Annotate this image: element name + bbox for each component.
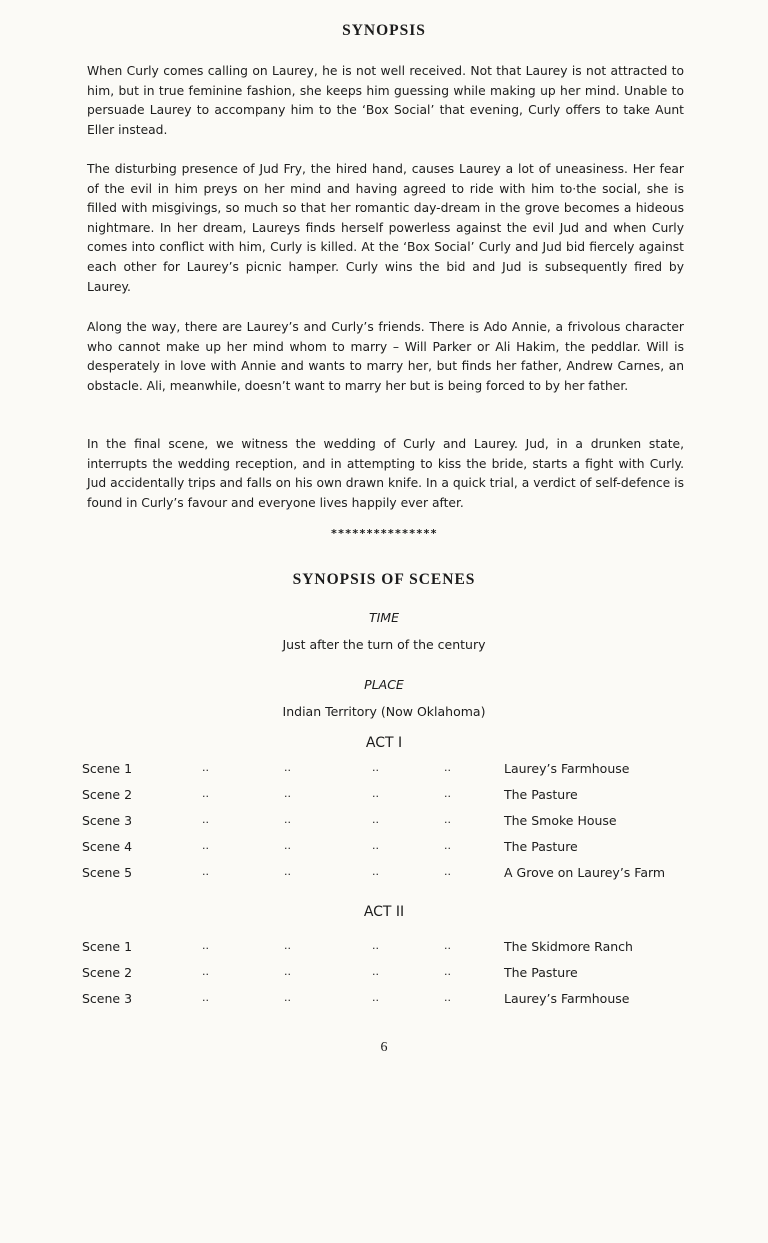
scene-row xyxy=(82,865,702,885)
leader-dots: .. xyxy=(284,813,291,826)
scene-row xyxy=(82,991,702,1011)
synopsis-paragraph-1: When Curly comes calling on Laurey, he is not well received. Not that Laurey is not attracted to him, but in true feminine fashion, she keeps him guessing while making up her mind. Unable to persuade Laurey to accompany him to the ‘Box Social’ that evening, Curly offers to take Aunt Eller instead. xyxy=(87,64,684,137)
leader-dots: .. xyxy=(202,761,209,774)
time-value: Just after the turn of the century xyxy=(282,637,486,652)
leader-dots: .. xyxy=(444,865,451,878)
act-2-title: ACT II xyxy=(363,904,405,920)
scene-location: The Pasture xyxy=(504,965,578,980)
leader-dots: .. xyxy=(444,965,451,978)
scene-location: A Grove on Laurey’s Farm xyxy=(504,865,666,880)
leader-dots: .. xyxy=(284,865,291,878)
leader-dots: .. xyxy=(202,839,209,852)
leader-dots: .. xyxy=(444,787,451,800)
leader-dots: .. xyxy=(444,761,451,774)
time-label: TIME xyxy=(368,610,399,625)
scenes-title: SYNOPSIS OF SCENES xyxy=(292,571,476,588)
synopsis-paragraph-4: In the final scene, we witness the wedding of Curly and Laurey. Jud, in a drunken state, interrupts the wedding reception, and in attempting to kiss the bride, starts a fight with Curly. Jud accidentally trips and falls on his own drawn knife. In a quick trial, a verdict of self-defence is found in Curly’s favour and everyone lives happily ever after. xyxy=(87,437,684,510)
leader-dots: .. xyxy=(444,813,451,826)
scene-location: Laurey’s Farmhouse xyxy=(504,761,630,776)
scene-location: The Pasture xyxy=(504,787,578,802)
leader-dots: .. xyxy=(284,787,291,800)
leader-dots: .. xyxy=(284,839,291,852)
leader-dots: .. xyxy=(202,939,209,952)
scene-name: Scene 1 xyxy=(82,939,133,954)
leader-dots: .. xyxy=(372,787,379,800)
scene-location: The Smoke House xyxy=(504,813,617,828)
scene-name: Scene 1 xyxy=(82,761,133,776)
scene-row xyxy=(82,787,702,807)
leader-dots: .. xyxy=(372,965,379,978)
leader-dots: .. xyxy=(202,813,209,826)
leader-dots: .. xyxy=(372,939,379,952)
leader-dots: .. xyxy=(372,813,379,826)
leader-dots: .. xyxy=(284,761,291,774)
scene-name: Scene 3 xyxy=(82,991,133,1006)
leader-dots: .. xyxy=(284,991,291,1004)
scene-name: Scene 3 xyxy=(82,813,133,828)
leader-dots: .. xyxy=(202,787,209,800)
leader-dots: .. xyxy=(372,865,379,878)
leader-dots: .. xyxy=(202,965,209,978)
page-number: 6 xyxy=(380,1040,388,1055)
scene-location: Laurey’s Farmhouse xyxy=(504,991,630,1006)
leader-dots: .. xyxy=(284,965,291,978)
synopsis-title: SYNOPSIS xyxy=(342,22,426,39)
section-separator: *************** xyxy=(330,527,438,540)
place-value: Indian Territory (Now Oklahoma) xyxy=(282,704,486,719)
leader-dots: .. xyxy=(372,761,379,774)
scene-row xyxy=(82,839,702,859)
leader-dots: .. xyxy=(444,991,451,1004)
scene-row xyxy=(82,761,702,781)
scene-name: Scene 2 xyxy=(82,965,133,980)
place-label: PLACE xyxy=(364,677,404,692)
leader-dots: .. xyxy=(284,939,291,952)
leader-dots: .. xyxy=(372,839,379,852)
leader-dots: .. xyxy=(444,939,451,952)
scene-row xyxy=(82,965,702,985)
leader-dots: .. xyxy=(372,991,379,1004)
scene-name: Scene 5 xyxy=(82,865,133,880)
scene-name: Scene 2 xyxy=(82,787,133,802)
act-1-title: ACT I xyxy=(365,735,403,751)
scene-location: The Pasture xyxy=(504,839,578,854)
scene-row xyxy=(82,813,702,833)
synopsis-paragraph-3: Along the way, there are Laurey’s and Curly’s friends. There is Ado Annie, a frivolous character who cannot make up her mind whom to marry – Will Parker or Ali Hakim, the peddlar. Will is desperately in love with Annie and wants to marry her, but finds her father, Andrew Carnes, an obstacle. Ali, meanwhile, doesn’t want to marry her but is being forced to by her father. xyxy=(87,320,684,393)
scene-name: Scene 4 xyxy=(82,839,133,854)
scene-location: The Skidmore Ranch xyxy=(504,939,633,954)
scene-row xyxy=(82,939,702,959)
synopsis-paragraph-2: The disturbing presence of Jud Fry, the hired hand, causes Laurey a lot of uneasiness. Her fear of the evil in him preys on her mind and having agreed to ride with him to·the social, she is filled with misgivings, so much so that her romantic day-dream in the grove becomes a hideous nightmare. In her dream, Laureys finds herself powerless against the evil Jud and when Curly comes into conflict with him, Curly is killed. At the ‘Box Social’ Curly and Jud bid fiercely against each other for Laurey’s picnic hamper. Curly wins the bid and Jud is subsequently fired by Laurey. xyxy=(87,162,684,294)
leader-dots: .. xyxy=(202,991,209,1004)
leader-dots: .. xyxy=(202,865,209,878)
leader-dots: .. xyxy=(444,839,451,852)
